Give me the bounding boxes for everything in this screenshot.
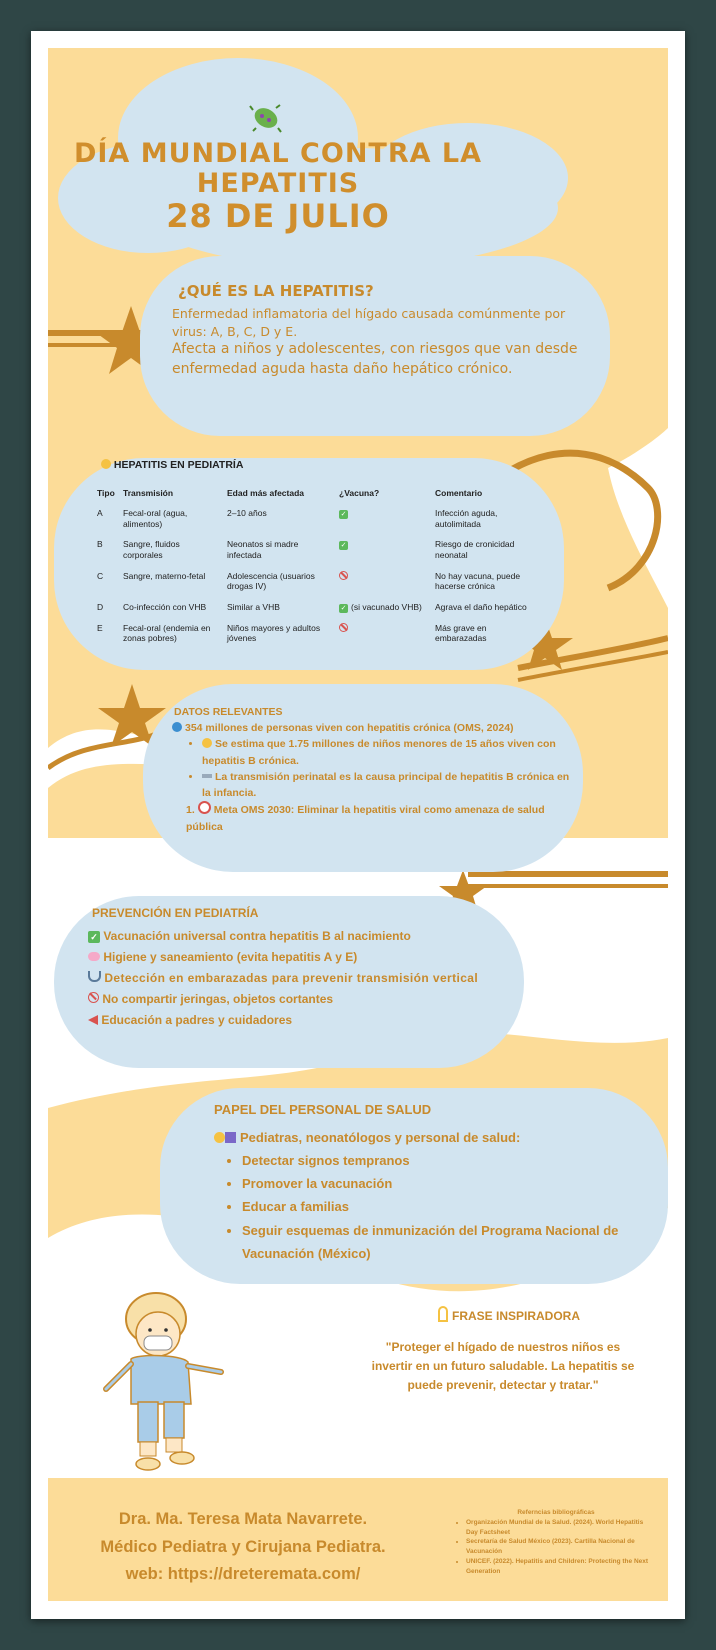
- prevencion-item-5: [88, 1010, 518, 1031]
- papel-heading: PAPEL DEL PERSONAL DE SALUD: [214, 1102, 432, 1117]
- cell-transmision: Sangre, materno-fetal: [123, 570, 206, 581]
- title-line1: DÍA MUNDIAL CONTRA LA: [73, 138, 483, 169]
- prohibited-icon: [88, 992, 99, 1003]
- que-es-text: [172, 305, 582, 379]
- datos-number: 1.: [186, 804, 195, 817]
- frase-heading: [438, 1306, 580, 1323]
- table-heading-text: HEPATITIS EN PEDIATRÍA: [113, 459, 244, 471]
- papel-item-2: • Promover la vacunación: [242, 1172, 654, 1195]
- datos-bullet-1: [202, 736, 572, 769]
- datos-bullet-1-text: Se estima que 1.75 millones de niños menores de 15 años viven con hepatitis B crónica.: [202, 738, 556, 767]
- title-line2: HEPATITIS: [196, 168, 360, 199]
- papel-item-3: • Educar a familias: [242, 1195, 654, 1218]
- datos-line1-text: 354 millones de personas viven con hepatitis crónica (OMS, 2024): [185, 722, 514, 734]
- cell-comentario: Infección aguda, autolimitada: [435, 508, 498, 529]
- warning-face-icon: [101, 459, 111, 469]
- table-row: [93, 508, 539, 539]
- stethoscope-icon: [88, 971, 101, 982]
- references: [456, 1508, 656, 1576]
- reference-2: • Secretaría de Salud México (2023). Cartilla Nacional de Vacunación: [466, 1537, 656, 1557]
- prevencion-item-3-text: Detección en embarazadas para prevenir transmisión vertical: [104, 971, 479, 985]
- col-vacuna: ¿Vacuna?: [339, 488, 380, 498]
- cell-edad: Adolescencia (usuarios drogas IV): [227, 570, 315, 592]
- doctor-icon: [214, 1132, 225, 1143]
- child-illustration: [96, 1284, 246, 1484]
- prevencion-item-4-text: No compartir jeringas, objetos cortantes: [102, 992, 334, 1006]
- prevencion-item-3: [88, 968, 518, 989]
- que-es-paragraph-1: Enfermedad inflamatoria del hígado causada comúnmente por virus: A, B, C, D y E.: [172, 306, 566, 339]
- prevencion-item-2-text: Higiene y saneamiento (evita hepatitis A y E): [103, 950, 358, 964]
- virus-icon: [248, 100, 284, 136]
- prevencion-heading: PREVENCIÓN EN PEDIATRÍA: [92, 906, 259, 920]
- title-date: 28 DE JULIO: [166, 197, 390, 235]
- syringe-icon: [202, 774, 212, 778]
- que-es-paragraph-2: Afecta a niños y adolescentes, con riesgos que van desde enfermedad aguda hasta daño hepático crónico.: [172, 341, 578, 377]
- datos-heading: DATOS RELEVANTES: [174, 706, 283, 718]
- check-icon: ✓: [340, 542, 347, 550]
- cell-edad: Similar a VHB: [227, 601, 280, 612]
- table-heading: [101, 459, 243, 471]
- target-icon: [198, 801, 211, 814]
- cell-transmision: Fecal-oral (endemia en zonas pobres): [123, 622, 211, 644]
- reference-3: • UNICEF. (2022). Hepatitis and Children: Protecting the Next Generation: [466, 1557, 656, 1577]
- papel-item-1: • Detectar signos tempranos: [242, 1149, 654, 1172]
- col-edad: Edad más afectada: [227, 488, 305, 498]
- baby-icon: [202, 738, 212, 748]
- papel-item-4: • Seguir esquemas de inmunización del Programa Nacional de Vacunación (México): [242, 1219, 654, 1265]
- cell-tipo: C: [97, 570, 104, 581]
- poster: [48, 48, 668, 1601]
- prohibited-icon: [339, 571, 348, 580]
- table-row: [93, 623, 539, 654]
- cell-edad: Niños mayores y adultos jóvenes: [227, 622, 321, 644]
- soap-icon: [88, 952, 100, 961]
- prevencion-item-1-text: Vacunación universal contra hepatitis B al nacimiento: [103, 929, 411, 943]
- footer-author: [48, 1506, 438, 1589]
- prevencion-item-5-text: Educación a padres y cuidadores: [101, 1013, 293, 1027]
- datos-content: [172, 720, 572, 835]
- megaphone-icon: [88, 1015, 98, 1025]
- prevencion-item-4: [88, 989, 518, 1010]
- cell-vacuna: [335, 539, 431, 570]
- datos-bullet-2-text: La transmisión perinatal es la causa principal de hepatitis B crónica en la infancia.: [202, 770, 570, 800]
- datos-bullet-2: [202, 769, 572, 802]
- cell-comentario: No hay vacuna, puede hacerse crónica: [435, 570, 521, 592]
- prevencion-list: [88, 926, 518, 1031]
- check-icon: ✓: [88, 931, 100, 943]
- col-transmision: Transmisión: [123, 488, 174, 498]
- frase-heading-text: FRASE INSPIRADORA: [452, 1309, 581, 1323]
- check-icon: ✓: [340, 511, 347, 518]
- datos-numbered-1-text: Meta OMS 2030: Eliminar la hepatitis viral como amenaza de salud pública: [186, 804, 545, 833]
- papel-list: [214, 1149, 654, 1265]
- cell-tipo: A: [97, 508, 103, 518]
- table-row: [93, 602, 539, 623]
- cell-transmision: Sangre, fluidos corporales: [123, 539, 180, 560]
- datos-numbered-1: [172, 801, 572, 835]
- frase-quote: "Proteger el hígado de nuestros niños es invertir en un futuro saludable. La hepatitis se puede prevenir, detectar y tratar.": [371, 1340, 635, 1393]
- footer-name: Dra. Ma. Teresa Mata Navarrete.: [118, 1510, 368, 1528]
- cell-vacuna: [335, 508, 431, 539]
- globe-icon: [172, 722, 182, 732]
- cell-vacuna: [335, 571, 431, 602]
- medical-icon: [225, 1132, 236, 1143]
- table-header-row: [93, 488, 539, 508]
- check-icon: ✓: [340, 604, 347, 612]
- cell-edad: Neonatos si madre infectada: [227, 539, 299, 560]
- prohibited-icon: [339, 623, 348, 632]
- cell-transmision: Fecal-oral (agua, alimentos): [123, 508, 188, 529]
- cell-tipo: B: [97, 539, 103, 550]
- ribbon-icon: [438, 1306, 448, 1322]
- references-heading: Referncias bibliográficas: [517, 1509, 595, 1516]
- cell-tipo: E: [97, 622, 103, 633]
- references-list: [456, 1518, 656, 1577]
- hepatitis-table: [93, 488, 539, 654]
- datos-line1: [172, 720, 572, 736]
- cell-vacuna: [335, 602, 431, 623]
- papel-content: [214, 1126, 654, 1265]
- footer-web[interactable]: web: https://dreteremata.com/: [125, 1565, 361, 1584]
- cell-comentario: Riesgo de cronicidad neonatal: [435, 539, 515, 560]
- vacuna-note: (si vacunado VHB): [351, 601, 422, 612]
- prevencion-item-1: [88, 926, 518, 947]
- cell-tipo: D: [97, 601, 104, 612]
- que-es-heading: ¿QUÉ ES LA HEPATITIS?: [178, 282, 374, 300]
- cell-vacuna: [335, 623, 431, 654]
- cell-transmision: Co-infección con VHB: [123, 601, 207, 612]
- table-row: [93, 571, 539, 602]
- cell-edad: 2–10 años: [227, 508, 267, 518]
- table-row: [93, 539, 539, 570]
- col-tipo: Tipo: [97, 488, 115, 498]
- cell-comentario: Más grave en embarazadas: [435, 622, 487, 644]
- datos-bullets: [172, 736, 572, 801]
- papel-intro-text: Pediatras, neonatólogos y personal de salud:: [240, 1130, 521, 1145]
- col-comentario: Comentario: [435, 488, 483, 498]
- prevencion-item-2: [88, 947, 518, 968]
- reference-1: • Organización Mundial de la Salud. (2024). World Hepatitis Day Factsheet: [466, 1518, 656, 1538]
- footer-profession: Médico Pediatra y Cirujana Pediatra.: [100, 1537, 386, 1556]
- cell-comentario: Agrava el daño hepático: [435, 601, 527, 612]
- papel-intro: [214, 1126, 654, 1149]
